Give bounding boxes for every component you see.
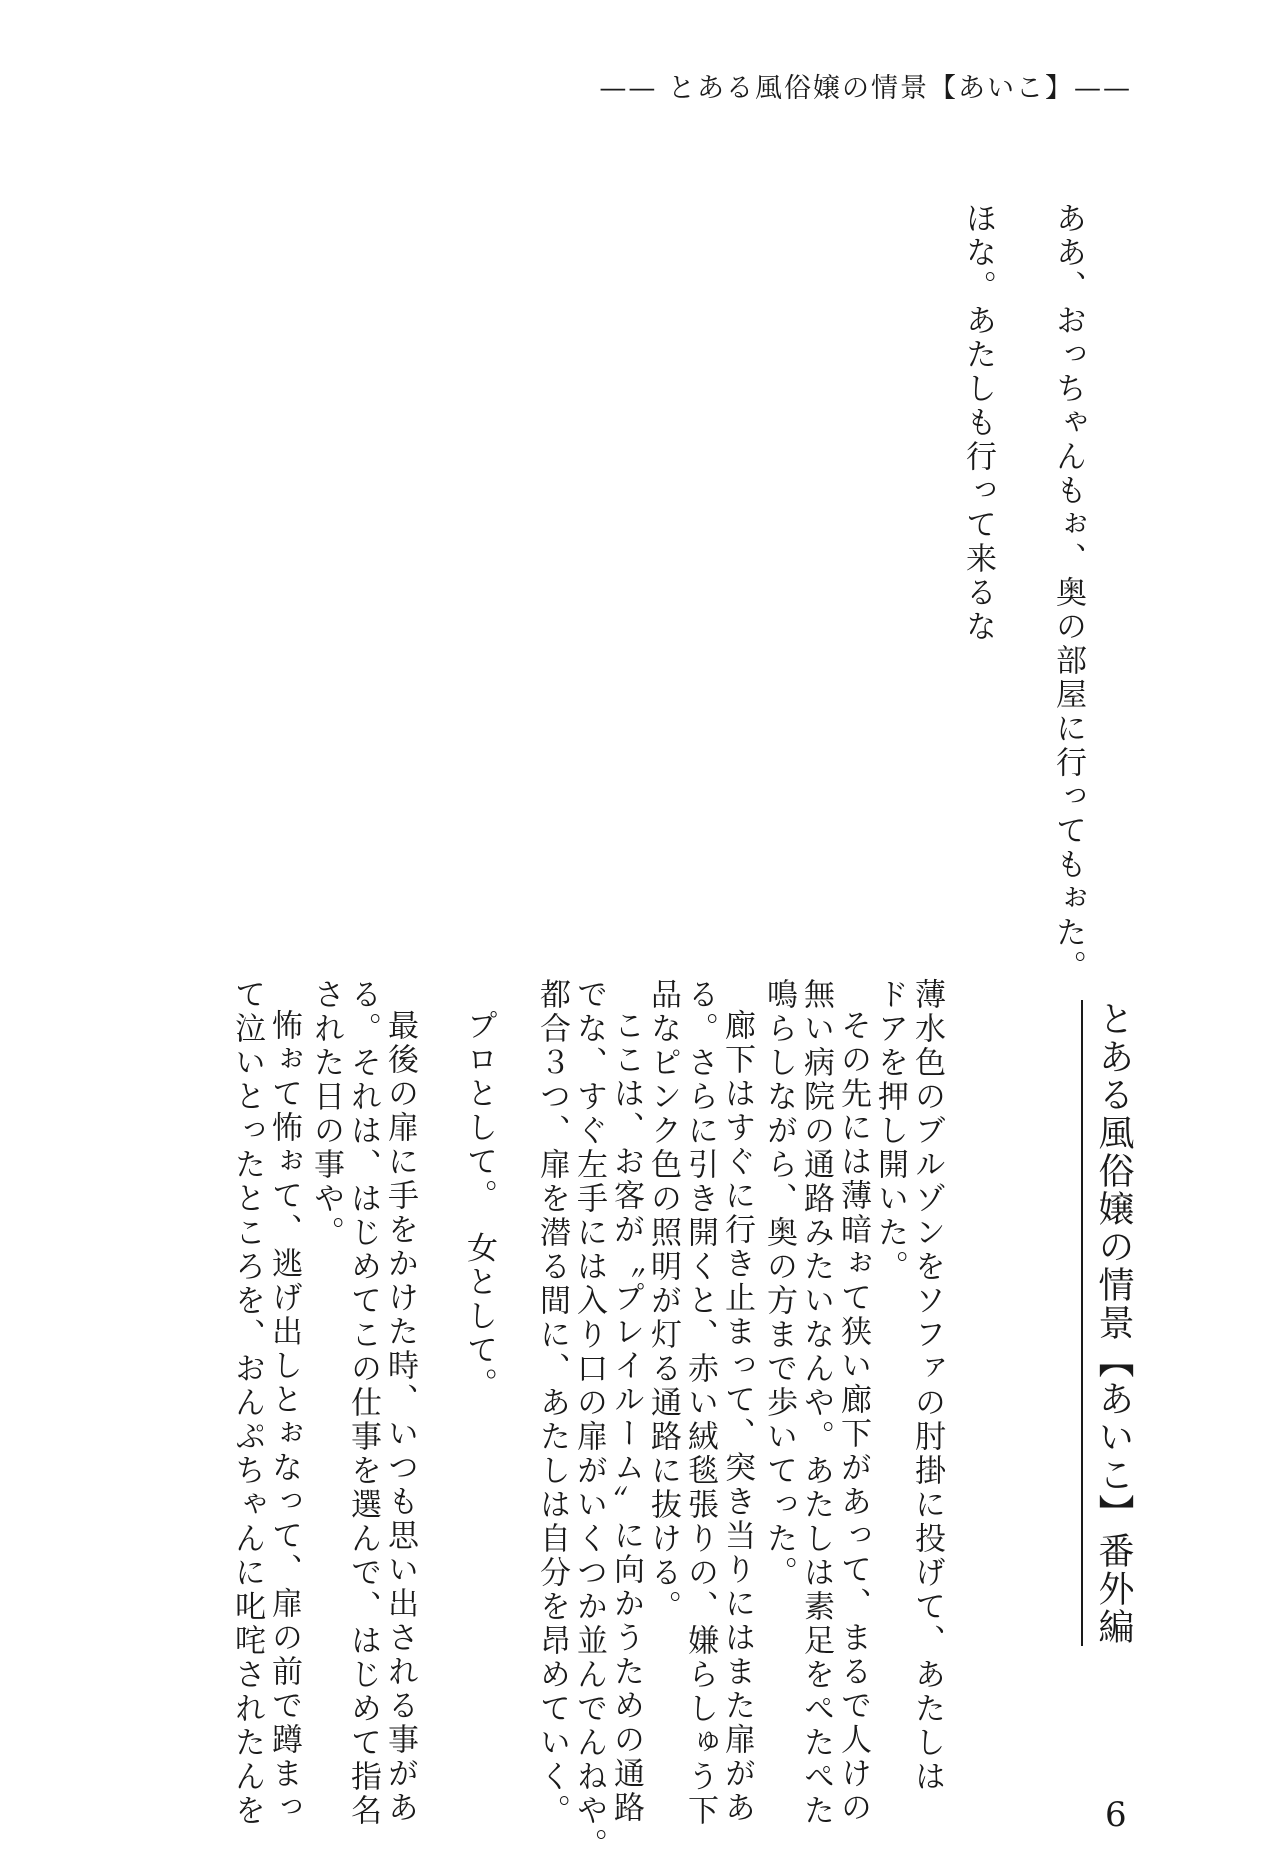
body-column: ここは、お客が〝プレイルーム〟に向かうための通路 [608,1009,644,1825]
body-column: された日の事や。 [308,978,344,1250]
dialogue-line-2: ほな。あたしも行って来るな [960,202,996,644]
dialogue-line-1: ああ、おっちゃんもぉ、奥の部屋に行ってもぉた。 [1050,202,1086,984]
body-column: プロとして。 女として。 [461,1009,497,1402]
body-column: 鳴らしながら、奥の方まで歩いてった。 [761,978,797,1590]
running-header: —— とある風俗嬢の情景【あいこ】—— [599,73,1132,104]
page-number: 6 [1105,1795,1127,1835]
body-column: 廊下はすぐに行き止まって、突き当りにはまた扉があ [719,1009,755,1825]
body-column: その先には薄暗ぉて狭い廊下があって、まるで人けの [835,1009,871,1825]
body-column: 最後の扉に手をかけた時、いつも思い出される事があ [382,1009,418,1825]
body-column: 薄水色のブルゾンをソファの肘掛に投げて、あたしは [909,978,945,1794]
body-column: る。さらに引き開くと、赤い絨毯張りの、嫌らしゅう下 [682,978,718,1828]
body-column: ドアを押し開いた。 [872,978,908,1284]
body-column: 怖ぉて怖ぉて、逃げ出しとぉなって、扉の前で蹲まっ [266,1009,302,1825]
chapter-title: とある風俗嬢の情景【あいこ】番外編 [1081,1000,1131,1646]
body-column: て泣いとったところを、おんぷちゃんに叱咤されたんを [229,978,265,1828]
body-column: る。それは、はじめてこの仕事を選んで、はじめて指名 [345,978,381,1828]
body-column: 都合３つ、扉を潜る間に、あたしは自分を昂めていく。 [534,978,570,1828]
body-column: でな、すぐ左手には入り口の扉がいくつか並んでんねや。 [571,978,607,1862]
body-column: 品なピンク色の照明が灯る通路に抜ける。 [645,978,681,1624]
body-column: 無い病院の通路みたいなんや。あたしは素足をぺたぺた [798,978,834,1828]
